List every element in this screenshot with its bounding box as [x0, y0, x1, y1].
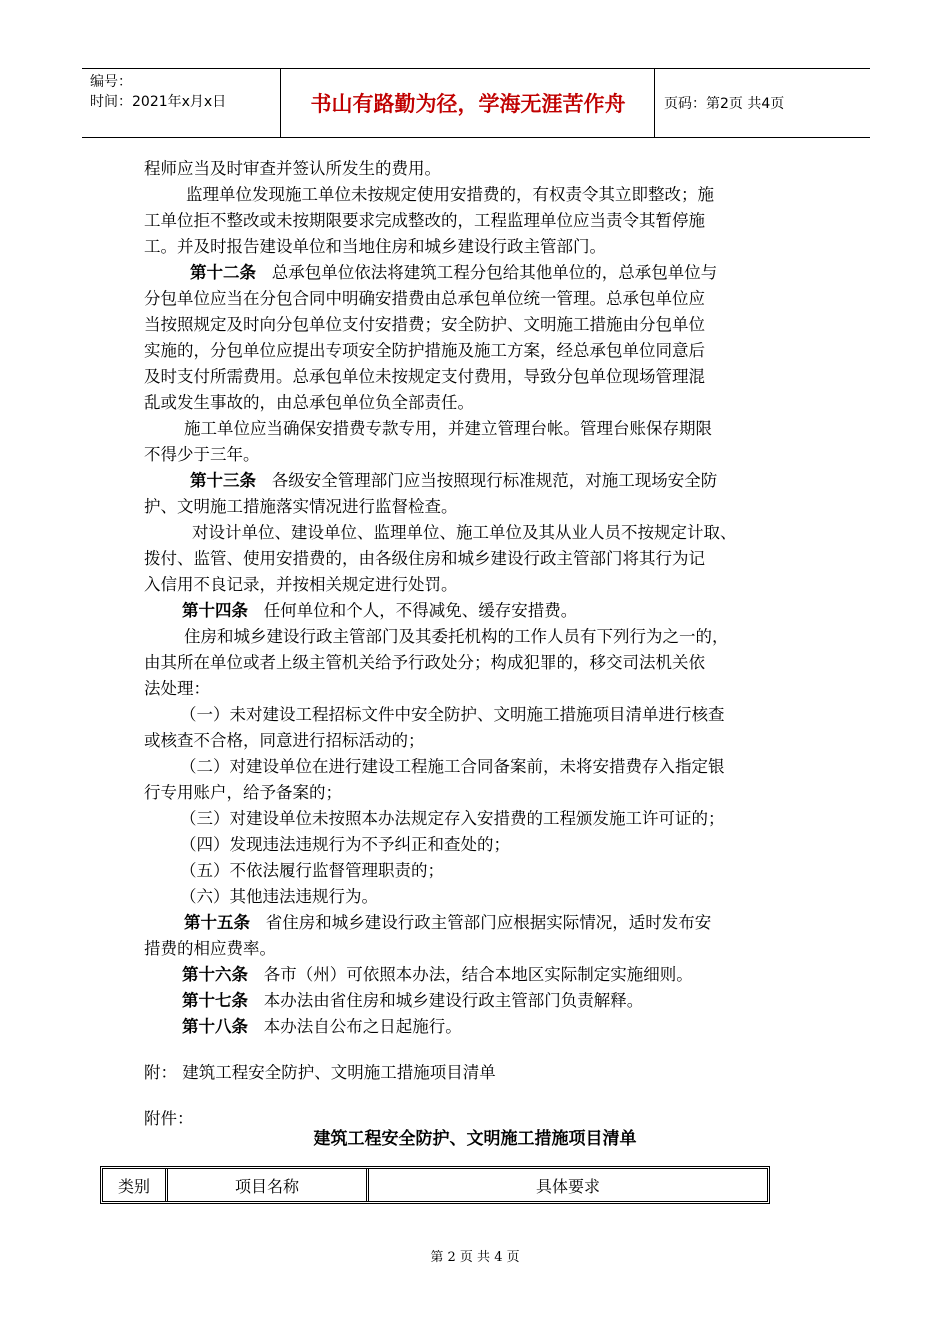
paragraph-line — [144, 468, 824, 494]
line-text: 护、文明施工措施落实情况进行监督检查。 — [144, 497, 458, 516]
line-text: 总承包单位依法将建筑工程分包给其他单位的，总承包单位与 — [271, 263, 718, 282]
header-motto: 书山有路勤为径，学海无涯苦作舟 — [310, 92, 626, 116]
line-text: 住房和城乡建设行政主管部门及其委托机构的工作人员有下列行为之一的， — [184, 627, 729, 646]
page-header — [82, 68, 870, 138]
paragraph-line — [144, 156, 824, 182]
paragraph-line — [144, 546, 824, 572]
paragraph-line — [144, 728, 824, 754]
article-label: 第十六条 — [182, 965, 248, 984]
line-text: 工。并及时报告建设单位和当地住房和城乡建设行政主管部门。 — [144, 237, 606, 256]
line-text: 工单位拒不整改或未按期限要求完成整改的，工程监理单位应当责令其暂停施 — [144, 211, 705, 230]
paragraph-line — [144, 832, 824, 858]
paragraph-line — [144, 806, 824, 832]
paragraph-line — [144, 234, 824, 260]
line-text: 各市（州）可依照本办法，结合本地区实际制定实施细则。 — [263, 965, 693, 984]
line-text: （二）对建设单位在进行建设工程施工合同备案前，未将安措费存入指定银 — [180, 757, 725, 776]
document-number-label: 编号： — [90, 74, 132, 90]
paragraph-line — [144, 910, 824, 936]
line-text: 附： 建筑工程安全防护、文明施工措施项目清单 — [144, 1063, 496, 1082]
paragraph-line — [144, 702, 824, 728]
paragraph-line — [144, 286, 824, 312]
paragraph-line — [144, 390, 824, 416]
paragraph-line — [144, 858, 824, 884]
article-label: 第十七条 — [182, 991, 248, 1010]
line-text: 分包单位应当在分包合同中明确安措费由总承包单位统一管理。总承包单位应 — [144, 289, 705, 308]
paragraph-line — [144, 494, 824, 520]
paragraph-line — [144, 676, 824, 702]
paragraph-line — [144, 780, 824, 806]
paragraph-line — [144, 364, 824, 390]
paragraph-line — [144, 338, 824, 364]
line-text: 省住房和城乡建设行政主管部门应根据实际情况，适时发布安 — [265, 913, 712, 932]
header-meta — [90, 72, 280, 112]
line-text: 当按照规定及时向分包单位支付安措费；安全防护、文明施工措施由分包单位 — [144, 315, 705, 334]
line-text: 附件： — [144, 1109, 194, 1128]
table-header-item-name: 项目名称 — [234, 1176, 299, 1196]
header-divider — [654, 69, 655, 137]
line-text: 措费的相应费率。 — [144, 939, 276, 958]
line-text: 程师应当及时审查并签认所发生的费用。 — [144, 159, 441, 178]
document-date-label: 时间：2021年x月x日 — [90, 94, 227, 110]
article-label: 第十三条 — [190, 471, 256, 490]
header-divider — [280, 69, 281, 137]
line-text: 不得少于三年。 — [144, 445, 260, 464]
header-page-number: 页码：第2页 共4页 — [664, 96, 785, 112]
article-label: 第十八条 — [182, 1017, 248, 1036]
paragraph-line — [144, 442, 824, 468]
line-text: 本办法由省住房和城乡建设行政主管部门负责解释。 — [263, 991, 644, 1010]
page-footer: 第 2 页 共 4 页 — [430, 1250, 520, 1265]
paragraph-line — [144, 1060, 824, 1086]
paragraph-line — [144, 624, 824, 650]
line-text: （一）未对建设工程招标文件中安全防护、文明施工措施项目清单进行核查 — [180, 705, 725, 724]
paragraph-line — [144, 572, 824, 598]
items-table-header — [100, 1166, 770, 1204]
paragraph-line — [144, 312, 824, 338]
article-label: 第十五条 — [184, 913, 250, 932]
line-text: 各级安全管理部门应当按照现行标准规范，对施工现场安全防 — [271, 471, 718, 490]
paragraph-line — [144, 962, 824, 988]
table-header-requirements: 具体要求 — [535, 1176, 600, 1196]
line-text: 监理单位发现施工单位未按规定使用安措费的，有权责令其立即整改；施 — [186, 185, 714, 204]
line-text: 由其所在单位或者上级主管机关给予行政处分；构成犯罪的，移交司法机关依 — [144, 653, 705, 672]
line-text: 或核查不合格，同意进行招标活动的； — [144, 731, 425, 750]
article-label: 第十二条 — [190, 263, 256, 282]
paragraph-line — [144, 182, 824, 208]
line-text: 本办法自公布之日起施行。 — [263, 1017, 462, 1036]
article-label: 第十四条 — [182, 601, 248, 620]
table-header-category: 类别 — [117, 1176, 150, 1196]
line-text: 乱或发生事故的，由总承包单位负全部责任。 — [144, 393, 474, 412]
paragraph-gap — [144, 1086, 824, 1106]
line-text: （五）不依法履行监督管理职责的； — [180, 861, 444, 880]
paragraph-gap — [144, 1040, 824, 1060]
document-body — [144, 156, 824, 1132]
paragraph-line — [144, 416, 824, 442]
paragraph-line — [144, 988, 824, 1014]
paragraph-line — [144, 754, 824, 780]
line-text: （四）发现违法违规行为不予纠正和查处的； — [180, 835, 510, 854]
paragraph-line — [144, 1014, 824, 1040]
line-text: （三）对建设单位未按照本办法规定存入安措费的工程颁发施工许可证的； — [180, 809, 725, 828]
line-text: 任何单位和个人，不得减免、缓存安措费。 — [263, 601, 578, 620]
line-text: （六）其他违法违规行为。 — [180, 887, 378, 906]
paragraph-line — [144, 884, 824, 910]
paragraph-line — [144, 520, 824, 546]
paragraph-line — [144, 598, 824, 624]
line-text: 及时支付所需费用。总承包单位未按规定支付费用，导致分包单位现场管理混 — [144, 367, 705, 386]
line-text: 拨付、监管、使用安措费的，由各级住房和城乡建设行政主管部门将其行为记 — [144, 549, 705, 568]
line-text: 实施的，分包单位应提出专项安全防护措施及施工方案，经总承包单位同意后 — [144, 341, 705, 360]
document-title: 建筑工程安全防护、文明施工措施项目清单 — [313, 1129, 637, 1149]
paragraph-line — [144, 260, 824, 286]
paragraph-line — [144, 650, 824, 676]
line-text: 对设计单位、建设单位、监理单位、施工单位及其从业人员不按规定计取、 — [192, 523, 737, 542]
line-text: 法处理： — [144, 679, 210, 698]
paragraph-line — [144, 208, 824, 234]
line-text: 入信用不良记录，并按相关规定进行处罚。 — [144, 575, 458, 594]
line-text: 行专用账户，给予备案的； — [144, 783, 342, 802]
line-text: 施工单位应当确保安措费专款专用，并建立管理台帐。管理台账保存期限 — [184, 419, 712, 438]
paragraph-line — [144, 936, 824, 962]
